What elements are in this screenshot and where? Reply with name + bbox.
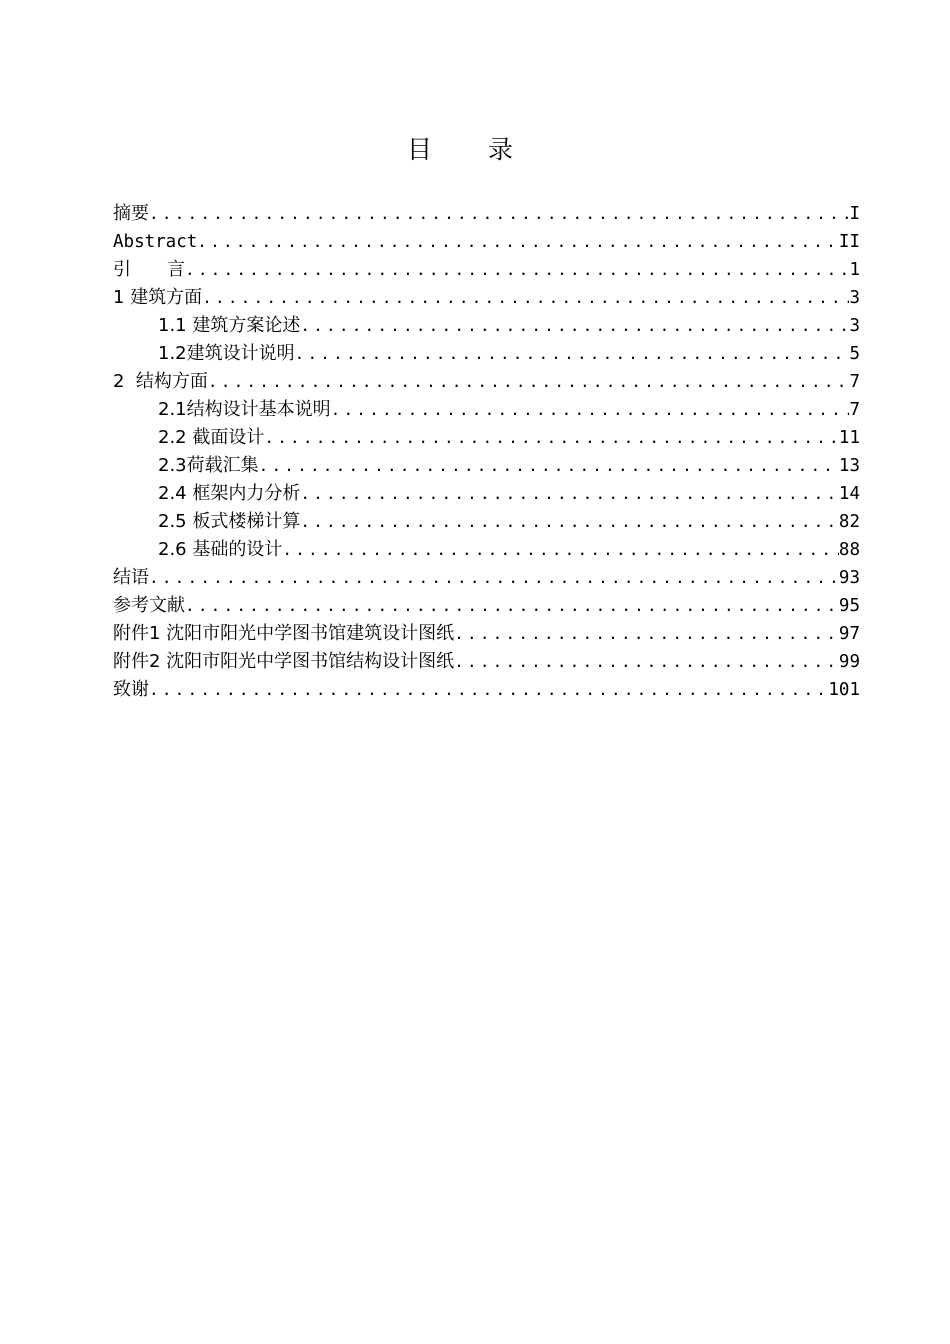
toc-entry-abstract-cn[interactable] (113, 200, 860, 228)
toc-entry-page: 13 (838, 456, 860, 476)
toc-entry-label: 2.5 板式楼梯计算 (158, 511, 301, 532)
toc-entry-2-6[interactable] (113, 536, 860, 564)
toc-entry-label: 2.6 基础的设计 (158, 539, 283, 560)
toc-entry-page: 7 (849, 372, 860, 392)
toc-entry-abstract-en[interactable] (113, 228, 860, 256)
toc-entry-label: 2.4 框架内力分析 (158, 483, 301, 504)
toc-entry-label: 结语 (113, 567, 149, 588)
toc-entry-page: 11 (838, 428, 860, 448)
toc-entry-page: 14 (838, 484, 860, 504)
toc-entry-1-1[interactable] (113, 312, 860, 340)
toc-entry-page: 95 (838, 596, 860, 616)
toc-entry-page: 88 (838, 540, 860, 560)
toc-entry-page: II (838, 232, 860, 252)
toc-entry-label: 2.1结构设计基本说明 (158, 399, 331, 420)
toc-entry-page: 1 (849, 260, 860, 280)
toc-entry-architecture[interactable] (113, 284, 860, 312)
toc-entry-label: 附件2 沈阳市阳光中学图书馆结构设计图纸 (113, 651, 455, 672)
dot-leader (259, 452, 839, 480)
toc-entry-page: 82 (838, 512, 860, 532)
toc-entry-label: 摘要 (113, 203, 149, 224)
dot-leader (149, 200, 849, 228)
dot-leader (185, 256, 849, 284)
toc-entry-label: 引 言 (113, 259, 185, 280)
toc-title: 目录 (406, 135, 569, 164)
dot-leader (264, 424, 839, 452)
dot-leader (149, 676, 828, 704)
toc-entry-page: 97 (838, 624, 860, 644)
toc-entry-page: 5 (849, 344, 860, 364)
toc-entry-label: 2 结构方面 (113, 371, 208, 392)
dot-leader (295, 340, 850, 368)
dot-leader (185, 592, 839, 620)
toc-entry-acknowledgements[interactable] (113, 676, 860, 704)
toc-entry-label: 1.2建筑设计说明 (158, 343, 295, 364)
toc-entry-appendix-2[interactable] (113, 648, 860, 676)
toc-entry-label: 附件1 沈阳市阳光中学图书馆建筑设计图纸 (113, 623, 455, 644)
toc-entry-2-4[interactable] (113, 480, 860, 508)
dot-leader (300, 480, 839, 508)
dot-leader (208, 368, 850, 396)
toc-entry-page: 7 (849, 400, 860, 420)
toc-entry-label: 参考文献 (113, 595, 185, 616)
dot-leader (197, 228, 839, 256)
toc-entry-1-2[interactable] (113, 340, 860, 368)
toc-entry-page: 93 (838, 568, 860, 588)
toc-entry-2-3[interactable] (113, 452, 860, 480)
dot-leader (300, 312, 849, 340)
toc-entry-page: 3 (849, 288, 860, 308)
toc-entry-structure[interactable] (113, 368, 860, 396)
toc-entry-introduction[interactable] (113, 256, 860, 284)
toc-entry-references[interactable] (113, 592, 860, 620)
toc-entry-page: I (849, 204, 860, 224)
toc-entry-label: 致谢 (113, 679, 149, 700)
toc-entry-label: Abstract (113, 232, 198, 252)
toc-entry-page: 3 (849, 316, 860, 336)
toc-entry-label: 1 建筑方面 (113, 287, 203, 308)
toc-entry-page: 99 (838, 652, 860, 672)
toc-entry-label: 2.3荷载汇集 (158, 455, 259, 476)
toc-entry-page: 101 (828, 680, 860, 700)
dot-leader (454, 620, 839, 648)
toc-entry-2-1[interactable] (113, 396, 860, 424)
toc-entry-conclusion[interactable] (113, 564, 860, 592)
dot-leader (202, 284, 849, 312)
dot-leader (331, 396, 850, 424)
toc-entry-2-5[interactable] (113, 508, 860, 536)
toc-entry-label: 1.1 建筑方案论述 (158, 315, 301, 336)
toc-entry-label: 2.2 截面设计 (158, 427, 265, 448)
dot-leader (282, 536, 839, 564)
toc-entry-2-2[interactable] (113, 424, 860, 452)
toc-list (113, 200, 860, 704)
dot-leader (149, 564, 839, 592)
toc-entry-appendix-1[interactable] (113, 620, 860, 648)
dot-leader (454, 648, 839, 676)
dot-leader (300, 508, 839, 536)
